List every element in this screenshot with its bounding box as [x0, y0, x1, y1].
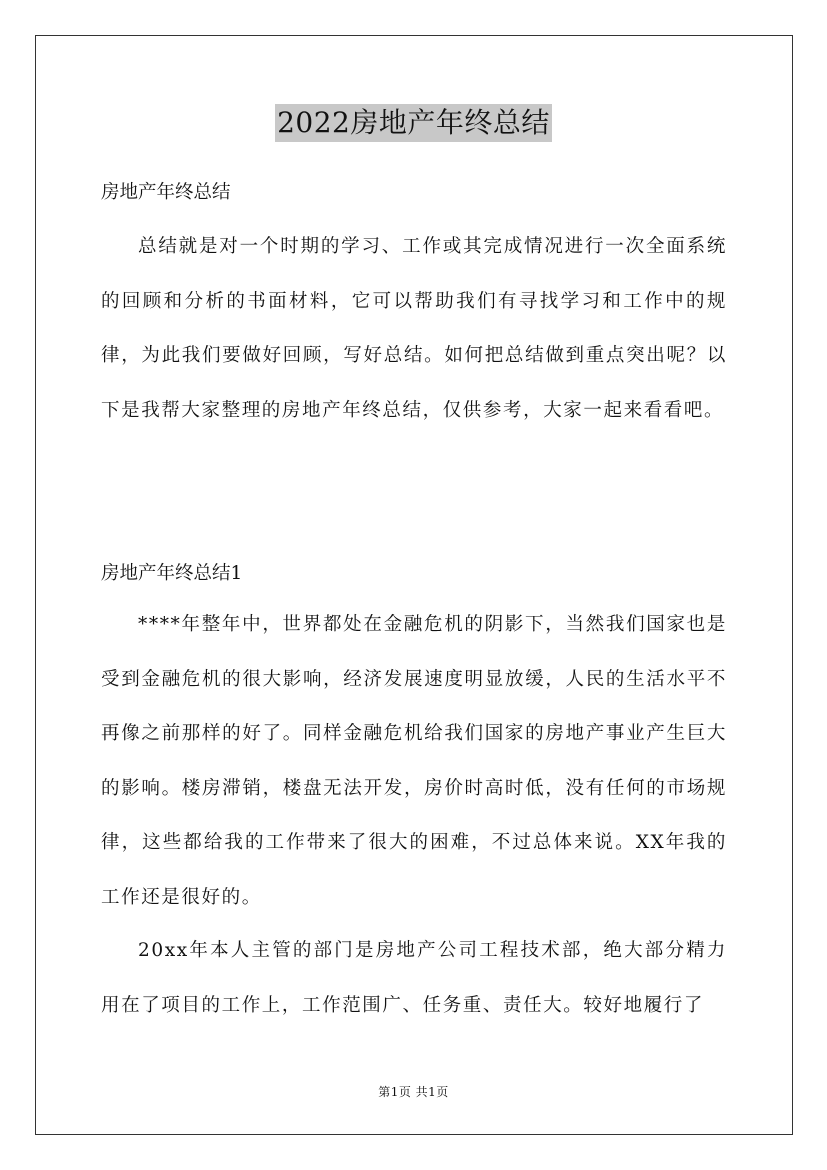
- page-footer: 第1页 共1页: [378, 1085, 449, 1099]
- document-title: 2022房地产年终总结: [275, 104, 552, 142]
- title-container: [0, 104, 827, 142]
- body-paragraph-1: ****年整年中，世界都处在金融危机的阴影下，当然我们国家也是受到金融危机的很大影响，经济发展速度明显放缓，人民的生活水平不再像之前那样的好了。同样金融危机给我们国家的房地产事业产生巨大的影响。楼房滞销，楼盘无法开发，房价时高时低，没有任何的市场规律，这些都给我的工作带来了很大的困难，不过总体来说。XX年我的工作还是很好的。: [101, 614, 727, 908]
- intro-paragraph: 总结就是对一个时期的学习、工作或其完成情况进行一次全面系统的回顾和分析的书面材料，它可以帮助我们有寻找学习和工作中的规律，为此我们要做好回顾，写好总结。如何把总结做到重点突出呢？以下是我帮大家整理的房地产年终总结，仅供参考，大家一起来看看吧。: [101, 236, 727, 421]
- body-paragraph-2: 20xx年本人主管的部门是房地产公司工程技术部，绝大部分精力用在了项目的工作上，工作范围广、任务重、责任大。较好地履行了: [101, 940, 727, 1016]
- section-heading-intro: 房地产年终总结: [101, 182, 231, 203]
- section-heading-1: 房地产年终总结1: [101, 563, 243, 584]
